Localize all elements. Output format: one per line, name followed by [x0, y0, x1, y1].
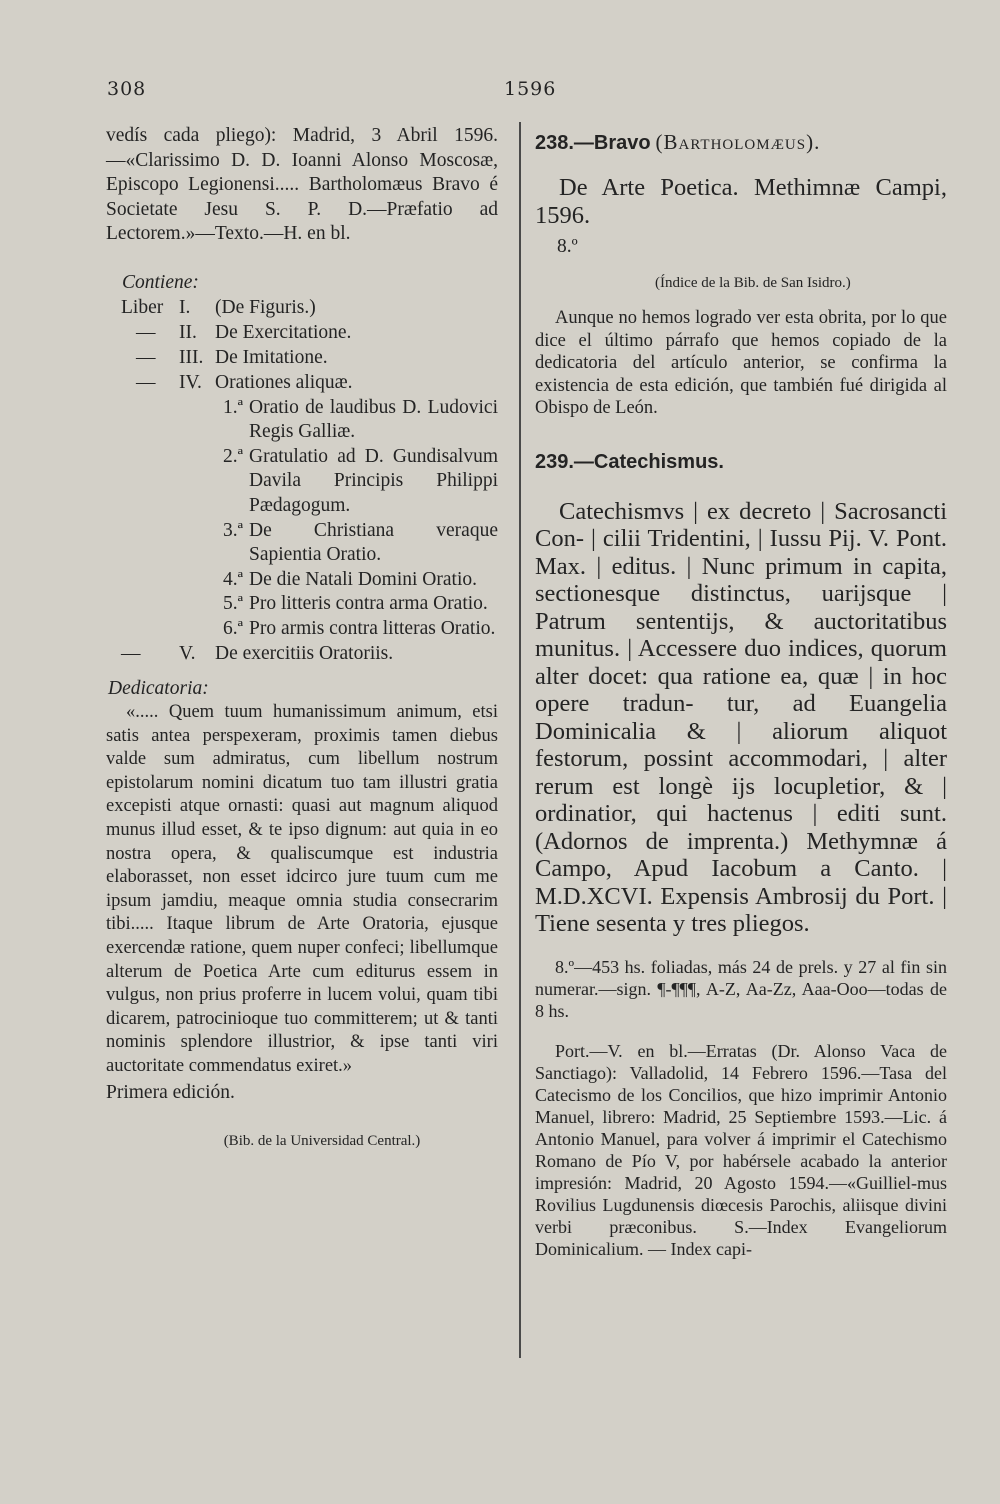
edition-note: Primera edición.	[106, 1081, 235, 1103]
orations-list	[106, 396, 498, 642]
oration-title: Oratio de laudibus D. Ludovici Regis Galliæ.	[249, 396, 498, 443]
book-title: Orationes aliquæ.	[215, 371, 353, 393]
oration-item	[223, 617, 498, 642]
entry-238-source: (Índice de la Bib. de San Isidro.)	[655, 275, 851, 291]
contiene-heading: Contiene:	[122, 271, 199, 293]
entry-239-title: Catechismvs | ex decreto | Sacrosancti Con- | cilii Tridentini, | Iussu Pij. V. Pont. Max. | editus. | Nunc primum in capita, sectionesque distinctus, uarijsque | Patrum sententijs, & auctoritatibus munitus. | Accessere duo indices, quorum alter docet: qua ratione ea, quæ | in hoc opere tradun- tur, ad Euangelia Dominicalia & | aliorum aliquot festorum, possint accommodari, | alter rerum est longè ijs locupletior, & | ordinatior, qui hactenus | editi sunt. (Adornos de imprenta.) Methymnæ á Campo, Apud Iacobum a Canto. | M.D.XCVI. Expensis Ambrosij du Port. | Tiene sesenta y tres pliegos.	[535, 497, 947, 938]
book-number: III.	[179, 346, 204, 368]
book-title: De Imitatione.	[215, 346, 328, 368]
book-number: V.	[179, 642, 196, 664]
intro-paragraph: vedís cada pliego): Madrid, 3 Abril 1596.—«Clarissimo D. D. Ioanni Alonso Moscosæ, Episcopo Legionensi..... Bartholomæus Bravo é Societate Jesu S. P. D.—Præfatio ad Lectorem.»—Texto.—H. en bl.	[106, 125, 498, 245]
book-title: De exercitiis Oratoriis.	[215, 642, 394, 664]
oration-title: Pro litteris contra arma Oratio.	[249, 593, 488, 615]
entry-238-number: 238.—Bravo	[535, 132, 651, 154]
oration-item	[223, 445, 498, 519]
oration-number: 4.ª	[223, 568, 244, 590]
book-number: II.	[179, 321, 197, 343]
entry-238-note: Aunque no hemos logrado ver esta obrita, por lo que dice el último párrafo que hemos copiado de la dedicatoria del artículo anterior, se confirma la existencia de esta edición, que también fué dirigida al Obispo de León.	[535, 308, 947, 419]
dedication-text: «..... Quem tuum humanissimum animum, etsi satis antea perspexeram, proximis tamen diebus valde sum admiratus, cum libellum nostrum epistolarum nomini dicatum tuo tam illustri gratia excepisti atque ornasti: quasi aut magnum aliquod munus illud esset, & te ipso dignum: aut quia in eo nostra opera, & qualiscumque est industria elaborasset, non esset idcirco jure tuum cum me ipsum jamdiu, meaque omnia studia consecrarim tibi..... Itaque librum de Arte Oratoria, ejusque exercendæ ratione, quem nuper confeci; libellumque alterum de Poetica Arte cum editurus essem in vulgus, non prius proferre in lucem volui, quam tibi dicarem, patrocinioque tuo committerem; ut & tanti nominis splendore illustrior, & ipse tanti viri auctoritate commendatus exiret.»	[106, 702, 498, 1076]
column-divider	[519, 122, 521, 1358]
entry-238-author: (Bartholomæus).	[655, 130, 821, 154]
book-lead: —	[136, 346, 156, 368]
book-row	[106, 371, 498, 396]
source-citation: (Bib. de la Universidad Central.)	[223, 1133, 421, 1150]
oration-title: Pro armis contra litteras Oratio.	[249, 617, 496, 639]
entry-238-title: De Arte Poetica. Methimnæ Campi, 1596.	[535, 174, 947, 229]
oration-title: Gratulatio ad D. Gundisalvum Davila Principis Philippi Pædagogum.	[249, 445, 498, 516]
entry-239-collation: 8.º—453 hs. foliadas, más 24 de prels. y 27 al fin sin numerar.—sign. ¶-¶¶¶, A-Z, Aa-Zz, Aaa-Ooo—todas de 8 hs.	[535, 956, 947, 1021]
book-lead: —	[121, 642, 141, 664]
page-number: 308	[107, 78, 147, 100]
oration-title: De die Natali Domini Oratio.	[249, 568, 477, 590]
oration-item	[223, 592, 498, 617]
right-column	[535, 124, 947, 1260]
oration-number: 6.ª	[223, 617, 244, 639]
book-title: (De Figuris.)	[215, 296, 316, 318]
running-year: 1596	[504, 78, 557, 100]
book-row	[106, 321, 498, 346]
oration-number: 2.ª	[223, 445, 244, 467]
oration-item	[223, 519, 498, 568]
oration-number: 5.ª	[223, 593, 244, 615]
oration-item	[223, 396, 498, 445]
oration-number: 3.ª	[223, 519, 244, 541]
entry-238-format: 8.º	[557, 236, 578, 257]
book-row	[106, 642, 498, 667]
entry-239-heading: 239.—Catechismus.	[535, 450, 724, 473]
book-number: IV.	[179, 371, 202, 393]
oration-number: 1.ª	[223, 396, 244, 418]
entry-238-heading	[535, 130, 947, 156]
book-row	[106, 296, 498, 321]
oration-title: De Christiana veraque Sapientia Oratio.	[249, 519, 498, 566]
book-lead: —	[136, 321, 156, 343]
book-row	[106, 346, 498, 371]
book-title: De Exercitatione.	[215, 321, 352, 343]
oration-item	[223, 568, 498, 593]
book-number: I.	[179, 296, 191, 318]
dedicatoria-heading: Dedicatoria:	[108, 677, 209, 699]
books-list	[106, 296, 498, 396]
left-column	[106, 124, 498, 1154]
book-lead: —	[136, 371, 156, 393]
book-lead: Liber	[121, 296, 164, 318]
entry-239-description: Port.—V. en bl.—Erratas (Dr. Alonso Vaca de Sanctiago): Valladolid, 14 Febrero 1596.—Tasa del Catecismo de los Concilios, que hizo imprimir Antonio Manuel, librero: Madrid, 25 Septiembre 1593.—Lic. á Antonio Manuel, para volver á imprimir el Catechismo Romano de Pío V, por habérsele acabado la anterior impresión: Madrid, 20 Agosto 1594.—«Guilliel-mus Rovilius Lugdunensis diœcesis Parochis, aliisque divini verbi præconibus. S.—Index Evangeliorum Dominicalium. — Index capi-	[535, 1040, 947, 1259]
